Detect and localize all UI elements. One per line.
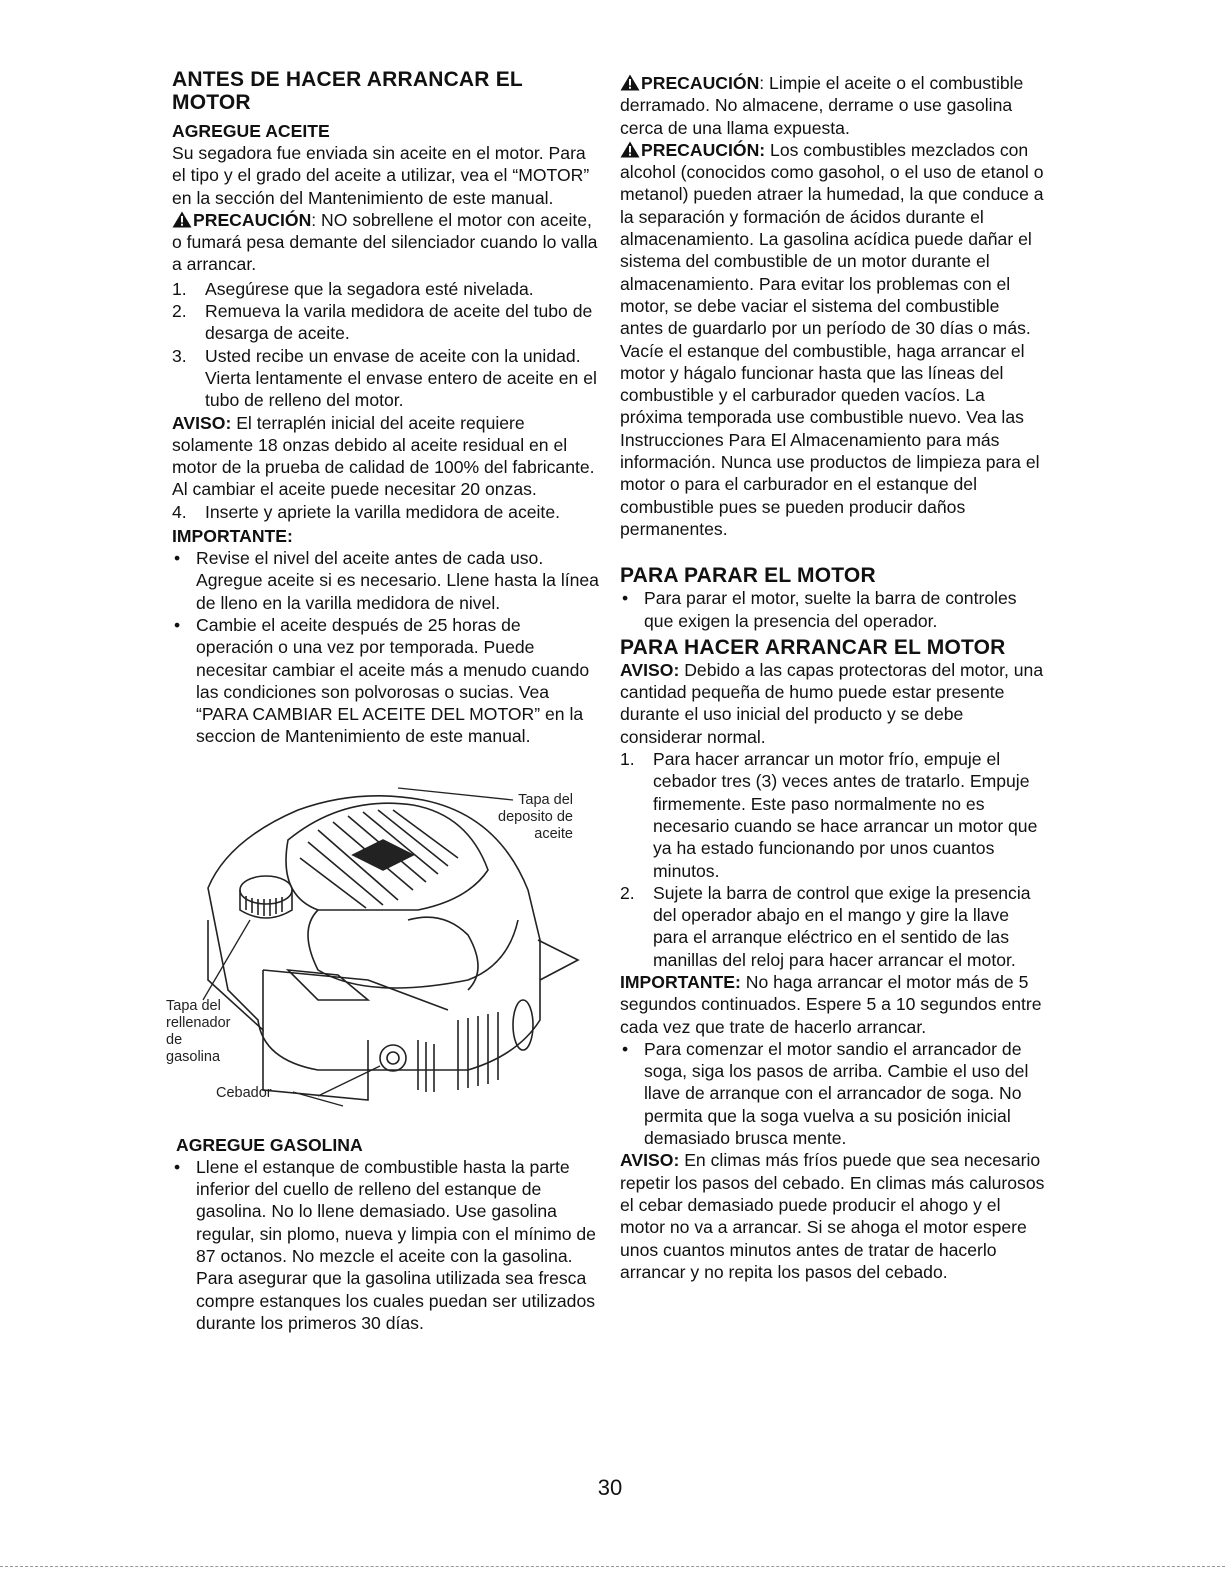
list-item: • Cambie el aceite después de 25 horas de operación o una vez por temporada. Puede necesitar cambiar el aceite más a menudo cuando las condiciones son polvorosas o sucias. Vea “PARA CAMBIAR EL ACEITE DEL MOTOR” en la seccion de Mantenimiento de este manual. [174, 614, 590, 747]
aviso-smoke: AVISO: Debido a las capas protectoras del motor, una cantidad pequeña de humo puede estar presente durante el uso inicial del producto y se debe considerar normal. [620, 659, 1044, 747]
section-title-stop-engine: PARA PARAR EL MOTOR [620, 564, 876, 588]
aviso-oil-fill: AVISO: El terraplén inicial del aceite requiere solamente 18 onzas debido al aceite residual en el motor de la prueba de calidad de 100% del fabricante. Al cambiar el aceite puede necesitar 20 onzas. [172, 412, 595, 500]
heading-add-oil: AGREGUE ACEITE [172, 121, 330, 141]
right-column [620, 72, 1045, 1283]
oil-intro: Su segadora fue enviada sin aceite en el motor. Para el tipo y el grado del aceite a utilizar, vea el “MOTOR” en la sección del Mantenimiento de este manual. [172, 143, 590, 208]
list-item: • Para parar el motor, suelte la barra de controles que exigen la presencia del operador. [622, 588, 1017, 631]
heading-important: IMPORTANTE: [172, 526, 293, 547]
aviso-cold-weather: AVISO: En climas más fríos puede que sea necesario repetir los pasos del cebado. En climas más calurosos el cebar demasiado puede producir el ahogo y el motor no va a arrancar. Si se ahoga el motor espere unos cuantos minutos antes de tratar de hacerlo arrancar y no repita los pasos del cebado. [620, 1150, 1045, 1282]
list-item: 3. Usted recibe un envase de aceite con la unidad. Vierta lentamente el envase entero de aceite en el tubo de relleno del motor. [172, 345, 597, 411]
section-title-start-engine: PARA HACER ARRANCAR EL MOTOR [620, 635, 1006, 659]
caution-text: : NO sobrellene el motor con aceite, o fumará pesa demante del silenciador cuando lo valla a arrancar. [172, 209, 598, 275]
section-title-before-start: ANTES DE HACER ARRANCAR EL MOTOR [172, 68, 523, 114]
list-item: • Revise el nivel del aceite antes de cada uso. Agregue aceite si es necesario. Llene hasta la línea de lleno en la varilla medidora de nivel. [174, 548, 599, 613]
caution-overfill [172, 209, 600, 276]
list-item: 1. Asegúrese que la segadora esté nivelada. [172, 278, 534, 299]
footer-divider [0, 1566, 1225, 1567]
list-item: 2. Sujete la barra de control que exige la presencia del operador abajo en el mango y gire la llave para el arranque eléctrico en el sentido de las manillas del reloj para hacer arrancar el motor. [620, 882, 1031, 970]
caution-spill: PRECAUCIÓN: Limpie el aceite o el combustible derramado. No almacene, derrame o use gasolina cerca de una llama expuesta. [620, 73, 1024, 138]
left-column [166, 68, 600, 1334]
list-item: 4. Inserte y apriete la varilla medidora de aceite. [172, 501, 560, 522]
warning-icon [172, 211, 192, 228]
list-item: 2. Remueva la varila medidora de aceite del tubo de desarga de aceite. [172, 301, 593, 344]
caution-label: PRECAUCIÓN [193, 209, 312, 230]
page-number: 30 [597, 1475, 623, 1500]
oil-steps [172, 278, 600, 412]
warning-icon [620, 74, 640, 91]
label-oil-cap: Tapa del deposito de aceite [498, 791, 573, 842]
list-item: 1. Para hacer arrancar un motor frío, empuje el cebador tres (3) veces antes de tratarlo. Empuje firmemente. Este paso normalmente no es necesario cuando se hace arrancar un motor que ya ha estado funcionando por unos cuantos minutos. [620, 749, 1038, 881]
label-fuel-cap: Tapa del rellenador de gasolina [166, 997, 231, 1065]
warning-icon [620, 141, 640, 158]
list-item: • Para comenzar el motor sandio el arrancador de soga, siga los pasos de arriba. Cambie el uso del llave de arranque con el arrancador de soga. No permita que la soga vuelva a su posición inicial demasiado brusca mente. [622, 1038, 1029, 1149]
label-primer: Cebador [216, 1084, 272, 1101]
engine-illustration [168, 770, 608, 1120]
heading-add-gas: AGREGUE GASOLINA [176, 1134, 363, 1155]
caution-alcohol-fuels: PRECAUCIÓN: Los combustibles mezclados con alcohol (conocidos como gasohol, o el uso de etanol o metanol) pueden atraer la humedad, la que conduce a la separación y formación de ácidos durante el almacenamiento. La gasolina acídica puede dañar el sistema del combustible de un motor durante el almacenamiento. Para evitar los problemas con el motor, se debe vaciar el sistema del combustible antes de guardarlo por un período de 30 días o más. Vacíe el estanque del combustible, haga arrancar el motor y hágalo funcionar hasta que las líneas del combustible y el carburador queden vacíos. La próxima temporada use combustible nuevo. Vea las Instrucciones Para El Almacenamiento para más información. Nunca use productos de limpieza para el motor o para el carburador en el estanque del combustible pues se pueden producir daños permanentes. [620, 139, 1044, 539]
list-item: • Llene el estanque de combustible hasta la parte inferior del cuello de relleno del estanque de gasolina. No lo llene demasiado. Use gasolina regular, sin plomo, nueva y limpia con el mínimo de 87 octanos. No mezcle el aceite con la gasolina. Para asegurar que la gasolina utilizada sea fresca compre estanques los cuales puedan ser utilizados durante los primeros 30 días. [174, 1156, 596, 1333]
important-start-duration: IMPORTANTE: No haga arrancar el motor más de 5 segundos continuados. Espere 5 a 10 segundos entre cada vez que trate de hacerlo arrancar. [620, 971, 1042, 1037]
